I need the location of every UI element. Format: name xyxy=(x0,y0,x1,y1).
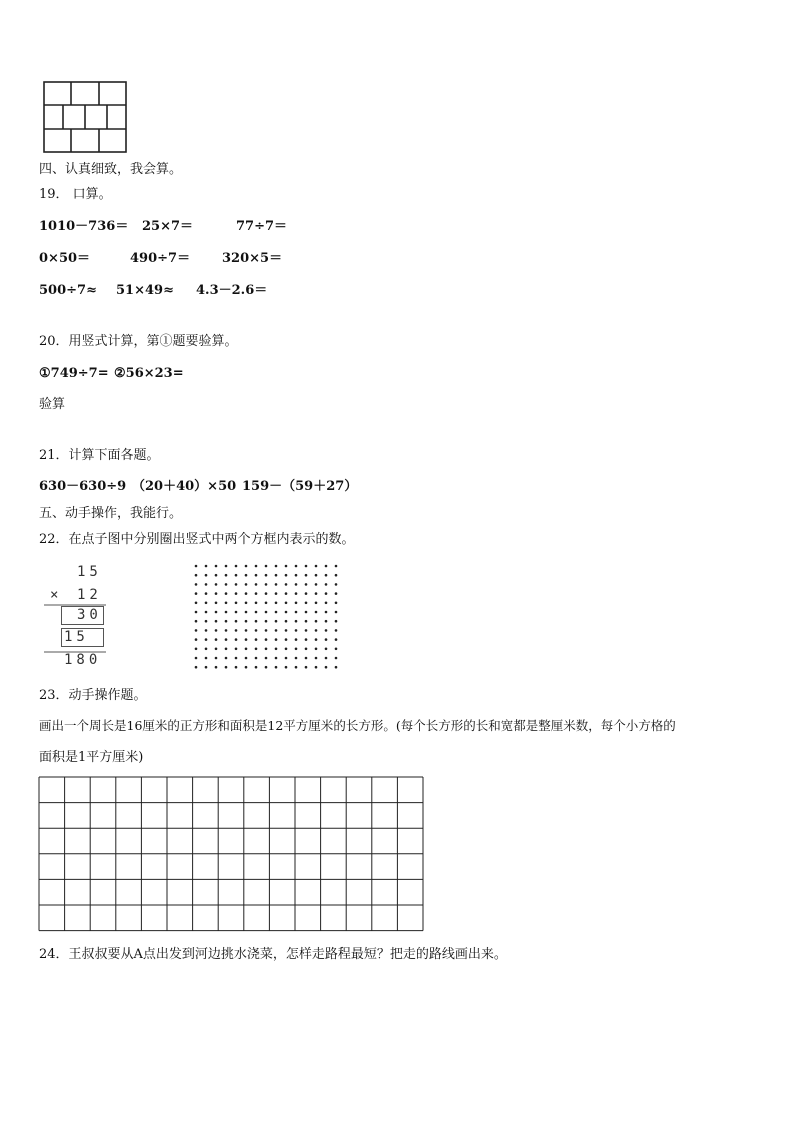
grid-dot xyxy=(205,602,208,605)
grid-dot xyxy=(325,602,328,605)
q20-problem-2: ②56×23= xyxy=(114,366,184,381)
grid-dot xyxy=(295,592,298,595)
grid-dot xyxy=(225,592,228,595)
grid-dot xyxy=(235,666,238,669)
grid-dot xyxy=(195,602,198,605)
grid-dot xyxy=(315,657,318,660)
grid-dot xyxy=(275,611,278,614)
grid-dot xyxy=(265,666,268,669)
grid-dot xyxy=(295,574,298,577)
grid-dot xyxy=(285,638,288,641)
q21-title: 21．计算下面各题。 xyxy=(39,448,160,463)
grid-dot xyxy=(225,657,228,660)
grid-dot xyxy=(215,620,218,623)
q22-title: 22．在点子图中分别圈出竖式中两个方框内表示的数。 xyxy=(39,532,355,547)
q21-problem-2: （20＋40）×50 xyxy=(132,479,237,494)
grid-dot xyxy=(305,592,308,595)
grid-dot xyxy=(275,574,278,577)
grid-dot xyxy=(305,638,308,641)
grid-dot xyxy=(295,638,298,641)
grid-dot xyxy=(305,648,308,651)
grid-dot xyxy=(205,620,208,623)
grid-dot xyxy=(245,648,248,651)
grid-dot xyxy=(285,648,288,651)
multiply-sign: × xyxy=(50,587,63,603)
grid-dot xyxy=(275,583,278,586)
grid-dot xyxy=(215,666,218,669)
grid-dot xyxy=(215,611,218,614)
grid-dot xyxy=(225,620,228,623)
grid-dot xyxy=(305,629,308,632)
grid-dot xyxy=(255,611,258,614)
q19-item: 490÷7＝ xyxy=(130,251,191,266)
grid-dot xyxy=(245,657,248,660)
grid-dot xyxy=(195,638,198,641)
q21-problem-1: 630－630÷9 xyxy=(39,479,127,494)
grid-dot xyxy=(205,629,208,632)
grid-dot xyxy=(205,583,208,586)
grid-dot xyxy=(315,629,318,632)
grid-dot xyxy=(235,583,238,586)
grid-dot xyxy=(295,583,298,586)
grid-dot xyxy=(335,629,338,632)
grid-dot xyxy=(205,574,208,577)
grid-dot xyxy=(335,602,338,605)
grid-dot xyxy=(285,602,288,605)
grid-dot xyxy=(295,657,298,660)
grid-dot xyxy=(275,620,278,623)
grid-dot xyxy=(205,666,208,669)
grid-dot xyxy=(215,602,218,605)
grid-dot xyxy=(275,592,278,595)
q19-item: 51×49≈ xyxy=(116,283,174,298)
grid-dot xyxy=(295,565,298,568)
grid-dot xyxy=(295,629,298,632)
grid-dot xyxy=(305,611,308,614)
grid-dot xyxy=(315,602,318,605)
q20-check-label: 验算 xyxy=(39,397,66,412)
q20-problem-1: ①749÷7= xyxy=(39,366,109,381)
grid-dot xyxy=(325,574,328,577)
grid-dot xyxy=(305,583,308,586)
grid-dot xyxy=(295,620,298,623)
grid-dot xyxy=(275,648,278,651)
grid-dot xyxy=(195,666,198,669)
grid-dot xyxy=(265,648,268,651)
grid-dot xyxy=(275,629,278,632)
grid-dot xyxy=(215,657,218,660)
grid-dot xyxy=(225,629,228,632)
grid-dot xyxy=(315,611,318,614)
grid-dot xyxy=(235,657,238,660)
grid-dot xyxy=(325,611,328,614)
section-4-title: 四、认真细致，我会算。 xyxy=(39,162,183,177)
grid-dot xyxy=(285,657,288,660)
grid-dot xyxy=(285,666,288,669)
grid-dot xyxy=(295,611,298,614)
grid-dot xyxy=(255,620,258,623)
product-result: 180 xyxy=(64,652,102,668)
grid-dot xyxy=(245,629,248,632)
q20-title: 20．用竖式计算，第①题要验算。 xyxy=(39,334,238,349)
grid-dot xyxy=(255,583,258,586)
grid-dot xyxy=(335,657,338,660)
grid-dot xyxy=(295,666,298,669)
q19-item: 4.3－2.6＝ xyxy=(196,283,268,298)
grid-dot xyxy=(285,620,288,623)
grid-dot xyxy=(305,602,308,605)
partial-product-2: 15 xyxy=(64,629,89,645)
grid-dot xyxy=(205,638,208,641)
square-grid xyxy=(38,776,426,934)
grid-dot xyxy=(315,666,318,669)
grid-dot xyxy=(285,629,288,632)
grid-dot xyxy=(265,583,268,586)
grid-dot xyxy=(255,592,258,595)
grid-dot xyxy=(195,648,198,651)
grid-dot xyxy=(265,638,268,641)
grid-dot xyxy=(285,583,288,586)
grid-dot xyxy=(215,638,218,641)
grid-dot xyxy=(245,620,248,623)
grid-dot xyxy=(315,648,318,651)
grid-dot xyxy=(235,648,238,651)
grid-dot xyxy=(305,620,308,623)
grid-dot xyxy=(285,574,288,577)
grid-dot xyxy=(325,565,328,568)
grid-dot xyxy=(295,648,298,651)
q21-problem-3: 159－（59＋27） xyxy=(242,479,358,494)
grid-dot xyxy=(335,638,338,641)
grid-dot xyxy=(265,657,268,660)
grid-dot xyxy=(275,565,278,568)
grid-dot xyxy=(225,648,228,651)
q19-item: 500÷7≈ xyxy=(39,283,97,298)
grid-dot xyxy=(255,602,258,605)
grid-dot xyxy=(335,574,338,577)
grid-dot xyxy=(235,611,238,614)
grid-dot xyxy=(225,583,228,586)
grid-dot xyxy=(205,592,208,595)
grid-dot xyxy=(205,648,208,651)
multiplier: 12 xyxy=(77,587,102,603)
grid-dot xyxy=(255,666,258,669)
grid-dot xyxy=(225,611,228,614)
grid-dot xyxy=(195,574,198,577)
grid-dot xyxy=(305,657,308,660)
grid-dot xyxy=(245,611,248,614)
partial-product-1: 30 xyxy=(77,607,102,623)
grid-dot xyxy=(275,602,278,605)
grid-dot xyxy=(235,629,238,632)
grid-dot xyxy=(275,666,278,669)
grid-dot xyxy=(325,666,328,669)
grid-dot xyxy=(325,657,328,660)
q19-item: 25×7＝ xyxy=(142,219,194,234)
grid-dot xyxy=(195,592,198,595)
q19-item: 320×5＝ xyxy=(222,251,283,266)
q19-item: 1010－736＝ xyxy=(39,219,129,234)
grid-dot xyxy=(195,583,198,586)
grid-dot xyxy=(205,657,208,660)
q19-item: 77÷7＝ xyxy=(236,219,288,234)
q23-title: 23．动手操作题。 xyxy=(39,688,147,703)
multiplicand: 15 xyxy=(77,564,102,580)
grid-dot xyxy=(225,638,228,641)
grid-dot xyxy=(305,565,308,568)
grid-dot xyxy=(315,583,318,586)
grid-dot xyxy=(315,620,318,623)
grid-dot xyxy=(325,583,328,586)
grid-dot xyxy=(325,592,328,595)
grid-dot xyxy=(255,638,258,641)
grid-dot xyxy=(205,611,208,614)
grid-dot xyxy=(335,565,338,568)
grid-dot xyxy=(225,602,228,605)
grid-dot xyxy=(315,638,318,641)
grid-dot xyxy=(255,574,258,577)
grid-dot xyxy=(265,602,268,605)
grid-dot xyxy=(215,565,218,568)
grid-dot xyxy=(325,648,328,651)
grid-dot xyxy=(265,629,268,632)
grid-dot xyxy=(215,592,218,595)
grid-dot xyxy=(335,620,338,623)
grid-dot xyxy=(335,666,338,669)
grid-dot xyxy=(335,583,338,586)
grid-dot xyxy=(195,657,198,660)
brick-wall-figure xyxy=(43,81,129,155)
section-5-title: 五、动手操作，我能行。 xyxy=(39,506,183,521)
grid-dot xyxy=(215,629,218,632)
grid-dot xyxy=(275,638,278,641)
grid-dot xyxy=(335,648,338,651)
grid-dot xyxy=(235,620,238,623)
grid-dot xyxy=(325,638,328,641)
grid-dot xyxy=(335,592,338,595)
grid-dot xyxy=(215,648,218,651)
grid-dot xyxy=(315,592,318,595)
grid-dot xyxy=(245,583,248,586)
grid-dot xyxy=(315,565,318,568)
grid-dot xyxy=(265,611,268,614)
grid-dot xyxy=(285,565,288,568)
grid-dot xyxy=(265,592,268,595)
grid-dot xyxy=(285,611,288,614)
q23-instruction-line-1: 画出一个周长是16厘米的正方形和面积是12平方厘米的长方形。(每个长方形的长和宽都是整厘米数，每个小方格的 xyxy=(39,718,676,733)
dot-grid xyxy=(194,564,342,670)
grid-dot xyxy=(195,620,198,623)
grid-dot xyxy=(325,620,328,623)
grid-dot xyxy=(205,565,208,568)
grid-dot xyxy=(315,574,318,577)
grid-dot xyxy=(255,565,258,568)
grid-dot xyxy=(305,574,308,577)
grid-dot xyxy=(245,592,248,595)
grid-dot xyxy=(195,611,198,614)
grid-dot xyxy=(265,565,268,568)
grid-dot xyxy=(235,565,238,568)
grid-dot xyxy=(275,657,278,660)
q19-item: 0×50＝ xyxy=(39,251,91,266)
grid-dot xyxy=(295,602,298,605)
grid-dot xyxy=(235,574,238,577)
grid-dot xyxy=(335,611,338,614)
grid-dot xyxy=(255,629,258,632)
grid-dot xyxy=(265,620,268,623)
grid-dot xyxy=(215,574,218,577)
grid-dot xyxy=(215,583,218,586)
grid-dot xyxy=(245,666,248,669)
q23-instruction-line-2: 面积是1平方厘米) xyxy=(39,750,144,765)
grid-dot xyxy=(235,638,238,641)
grid-dot xyxy=(245,574,248,577)
grid-dot xyxy=(235,602,238,605)
grid-dot xyxy=(245,565,248,568)
q19-title: 19． 口算。 xyxy=(39,187,112,202)
grid-dot xyxy=(305,666,308,669)
grid-dot xyxy=(265,574,268,577)
grid-dot xyxy=(285,592,288,595)
grid-dot xyxy=(195,565,198,568)
grid-dot xyxy=(245,602,248,605)
grid-dot xyxy=(255,648,258,651)
grid-dot xyxy=(195,629,198,632)
grid-dot xyxy=(225,574,228,577)
q24-title: 24．王叔叔要从A点出发到河边挑水浇菜，怎样走路程最短？把走的路线画出来。 xyxy=(39,947,507,962)
grid-dot xyxy=(225,565,228,568)
grid-dot xyxy=(235,592,238,595)
grid-dot xyxy=(225,666,228,669)
grid-dot xyxy=(245,638,248,641)
grid-dot xyxy=(325,629,328,632)
grid-dot xyxy=(255,657,258,660)
